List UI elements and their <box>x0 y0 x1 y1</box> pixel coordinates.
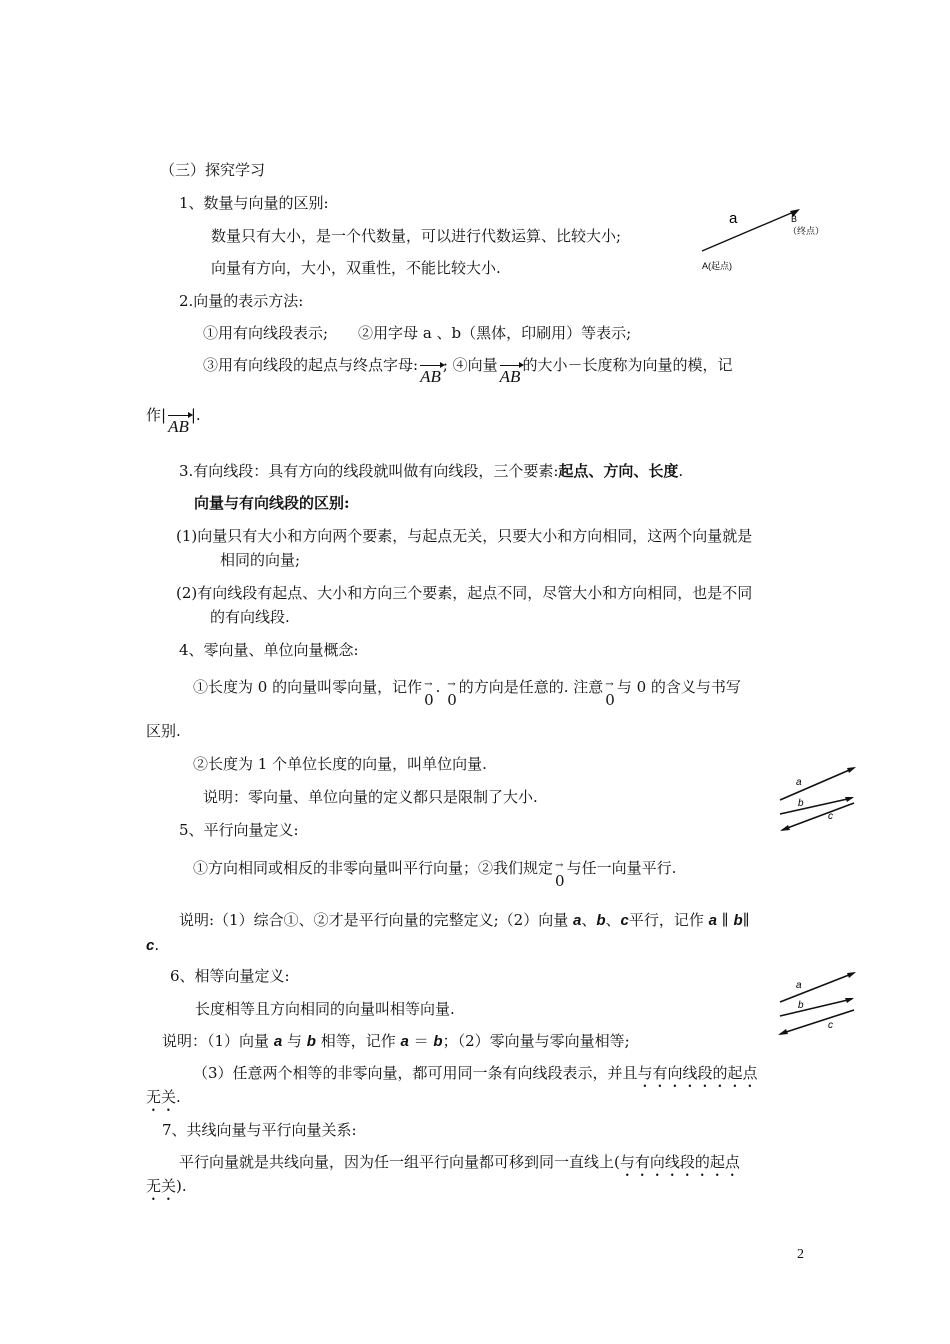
vector-ab-symbol: AB <box>420 367 441 386</box>
s4-heading: 4、零向量、单位向量概念: <box>179 641 359 659</box>
s2-line3: 作|AB|. <box>146 406 201 436</box>
s4-line1-end: 区别. <box>146 722 181 740</box>
fig3-label-b: b <box>798 1000 804 1011</box>
s2-line2: ③用有向线段的起点与终点字母:AB; ④向量AB的大小－长度称为向量的模，记 <box>203 356 733 386</box>
s4-line3: 说明：零向量、单位向量的定义都只是限制了大小. <box>203 788 538 806</box>
vector-ab-figure <box>696 203 846 275</box>
endpoint-label: （终点） <box>788 226 825 236</box>
s5-line1: ①方向相同或相反的非零向量叫平行向量；②我们规定→ 0与任一向量平行. <box>193 858 676 878</box>
s7-heading: 7、共线向量与平行向量关系: <box>162 1121 357 1139</box>
s1-line2: 向量有方向，大小，双重性，不能比较大小. <box>211 259 501 277</box>
s1-heading: 1、数量与向量的区别: <box>179 194 329 212</box>
page-number: 2 <box>797 1247 804 1262</box>
s3-heading: 3.有向线段：具有方向的线段就叫做有向线段，三个要素:起点、方向、长度. <box>179 462 684 480</box>
fig2-label-c: c <box>828 811 833 822</box>
three-elements: 起点、方向、长度 <box>558 462 679 480</box>
emphasis-text: 与有向线段的起点 <box>637 1064 758 1082</box>
zero-vector-symbol: → 0 <box>605 692 615 708</box>
s4-line1: ①长度为 0 的向量叫零向量，记作→ 0. → 0的方向是任意的. 注意→ 0与 0 的含义与书写 <box>193 677 741 697</box>
emphasis-text: 无关 <box>146 1088 177 1106</box>
vector-ab-symbol: AB <box>499 367 521 386</box>
parallel-vectors-figure <box>776 763 858 833</box>
point-b-label: B <box>791 214 798 224</box>
s6-line1: 长度相等且方向相同的向量叫相等向量. <box>195 1000 455 1018</box>
s2-line1: ①用有向线段表示; ②用字母 a 、b（黑体，印刷用）等表示; <box>203 324 632 342</box>
s4-line2: ②长度为 1 个单位长度的向量，叫单位向量. <box>193 755 487 773</box>
s6-line3-end: 无关. <box>146 1088 181 1106</box>
section-title: （三）探究学习 <box>160 161 266 179</box>
s3-p2-a: (2)有向线段有起点、大小和方向三个要素，起点不同，尽管大小和方向相同，也是不同 <box>176 584 753 602</box>
s2-heading: 2.向量的表示方法: <box>179 292 304 310</box>
s3-p2-b: 的有向线段. <box>210 608 290 626</box>
zero-vector-symbol: → 0 <box>424 692 434 708</box>
s6-heading: 6、相等向量定义: <box>170 967 290 985</box>
equal-vectors-figure <box>776 968 858 1040</box>
zero-vector-symbol: → 0 <box>447 692 457 708</box>
fig2-label-a: a <box>796 777 802 788</box>
s3-p1-a: (1)向量只有大小和方向两个要素，与起点无关，只要大小和方向相同，这两个向量就是 <box>176 527 753 545</box>
s3-subheading: 向量与有向线段的区别: <box>194 494 350 512</box>
startpoint-label: A(起点) <box>702 261 732 271</box>
fig2-label-b: b <box>798 798 804 809</box>
s5-note-end: c. <box>146 936 160 954</box>
s6-note: 说明：（1）向量 a 与 b 相等，记作 a ＝ b；（2）零向量与零向量相等; <box>162 1032 630 1050</box>
s5-heading: 5、平行向量定义: <box>179 821 299 839</box>
zero-vector-symbol: → 0 <box>555 873 565 889</box>
s3-p1-b: 相同的向量; <box>220 551 301 569</box>
s5-note: 说明:（1）综合①、②才是平行向量的完整定义;（2）向量 a、b、c平行，记作 a ∥ b∥ <box>179 911 750 929</box>
s7-line2: 无关). <box>146 1177 187 1195</box>
vector-ab-symbol: AB <box>168 417 189 436</box>
s6-line3: （3）任意两个相等的非零向量，都可用同一条有向线段表示，并且与有向线段的起点 <box>193 1064 758 1082</box>
emphasis-text: 无关 <box>146 1177 177 1195</box>
fig3-label-a: a <box>796 980 802 991</box>
vector-label-a: a <box>729 210 738 227</box>
s1-line1: 数量只有大小，是一个代数量，可以进行代数运算、比较大小; <box>211 227 622 245</box>
emphasis-text: 与有向线段的起点 <box>619 1153 740 1171</box>
fig3-label-c: c <box>828 1020 833 1031</box>
s7-line1: 平行向量就是共线向量，因为任一组平行向量都可移到同一直线上(与有向线段的起点 <box>179 1153 740 1171</box>
